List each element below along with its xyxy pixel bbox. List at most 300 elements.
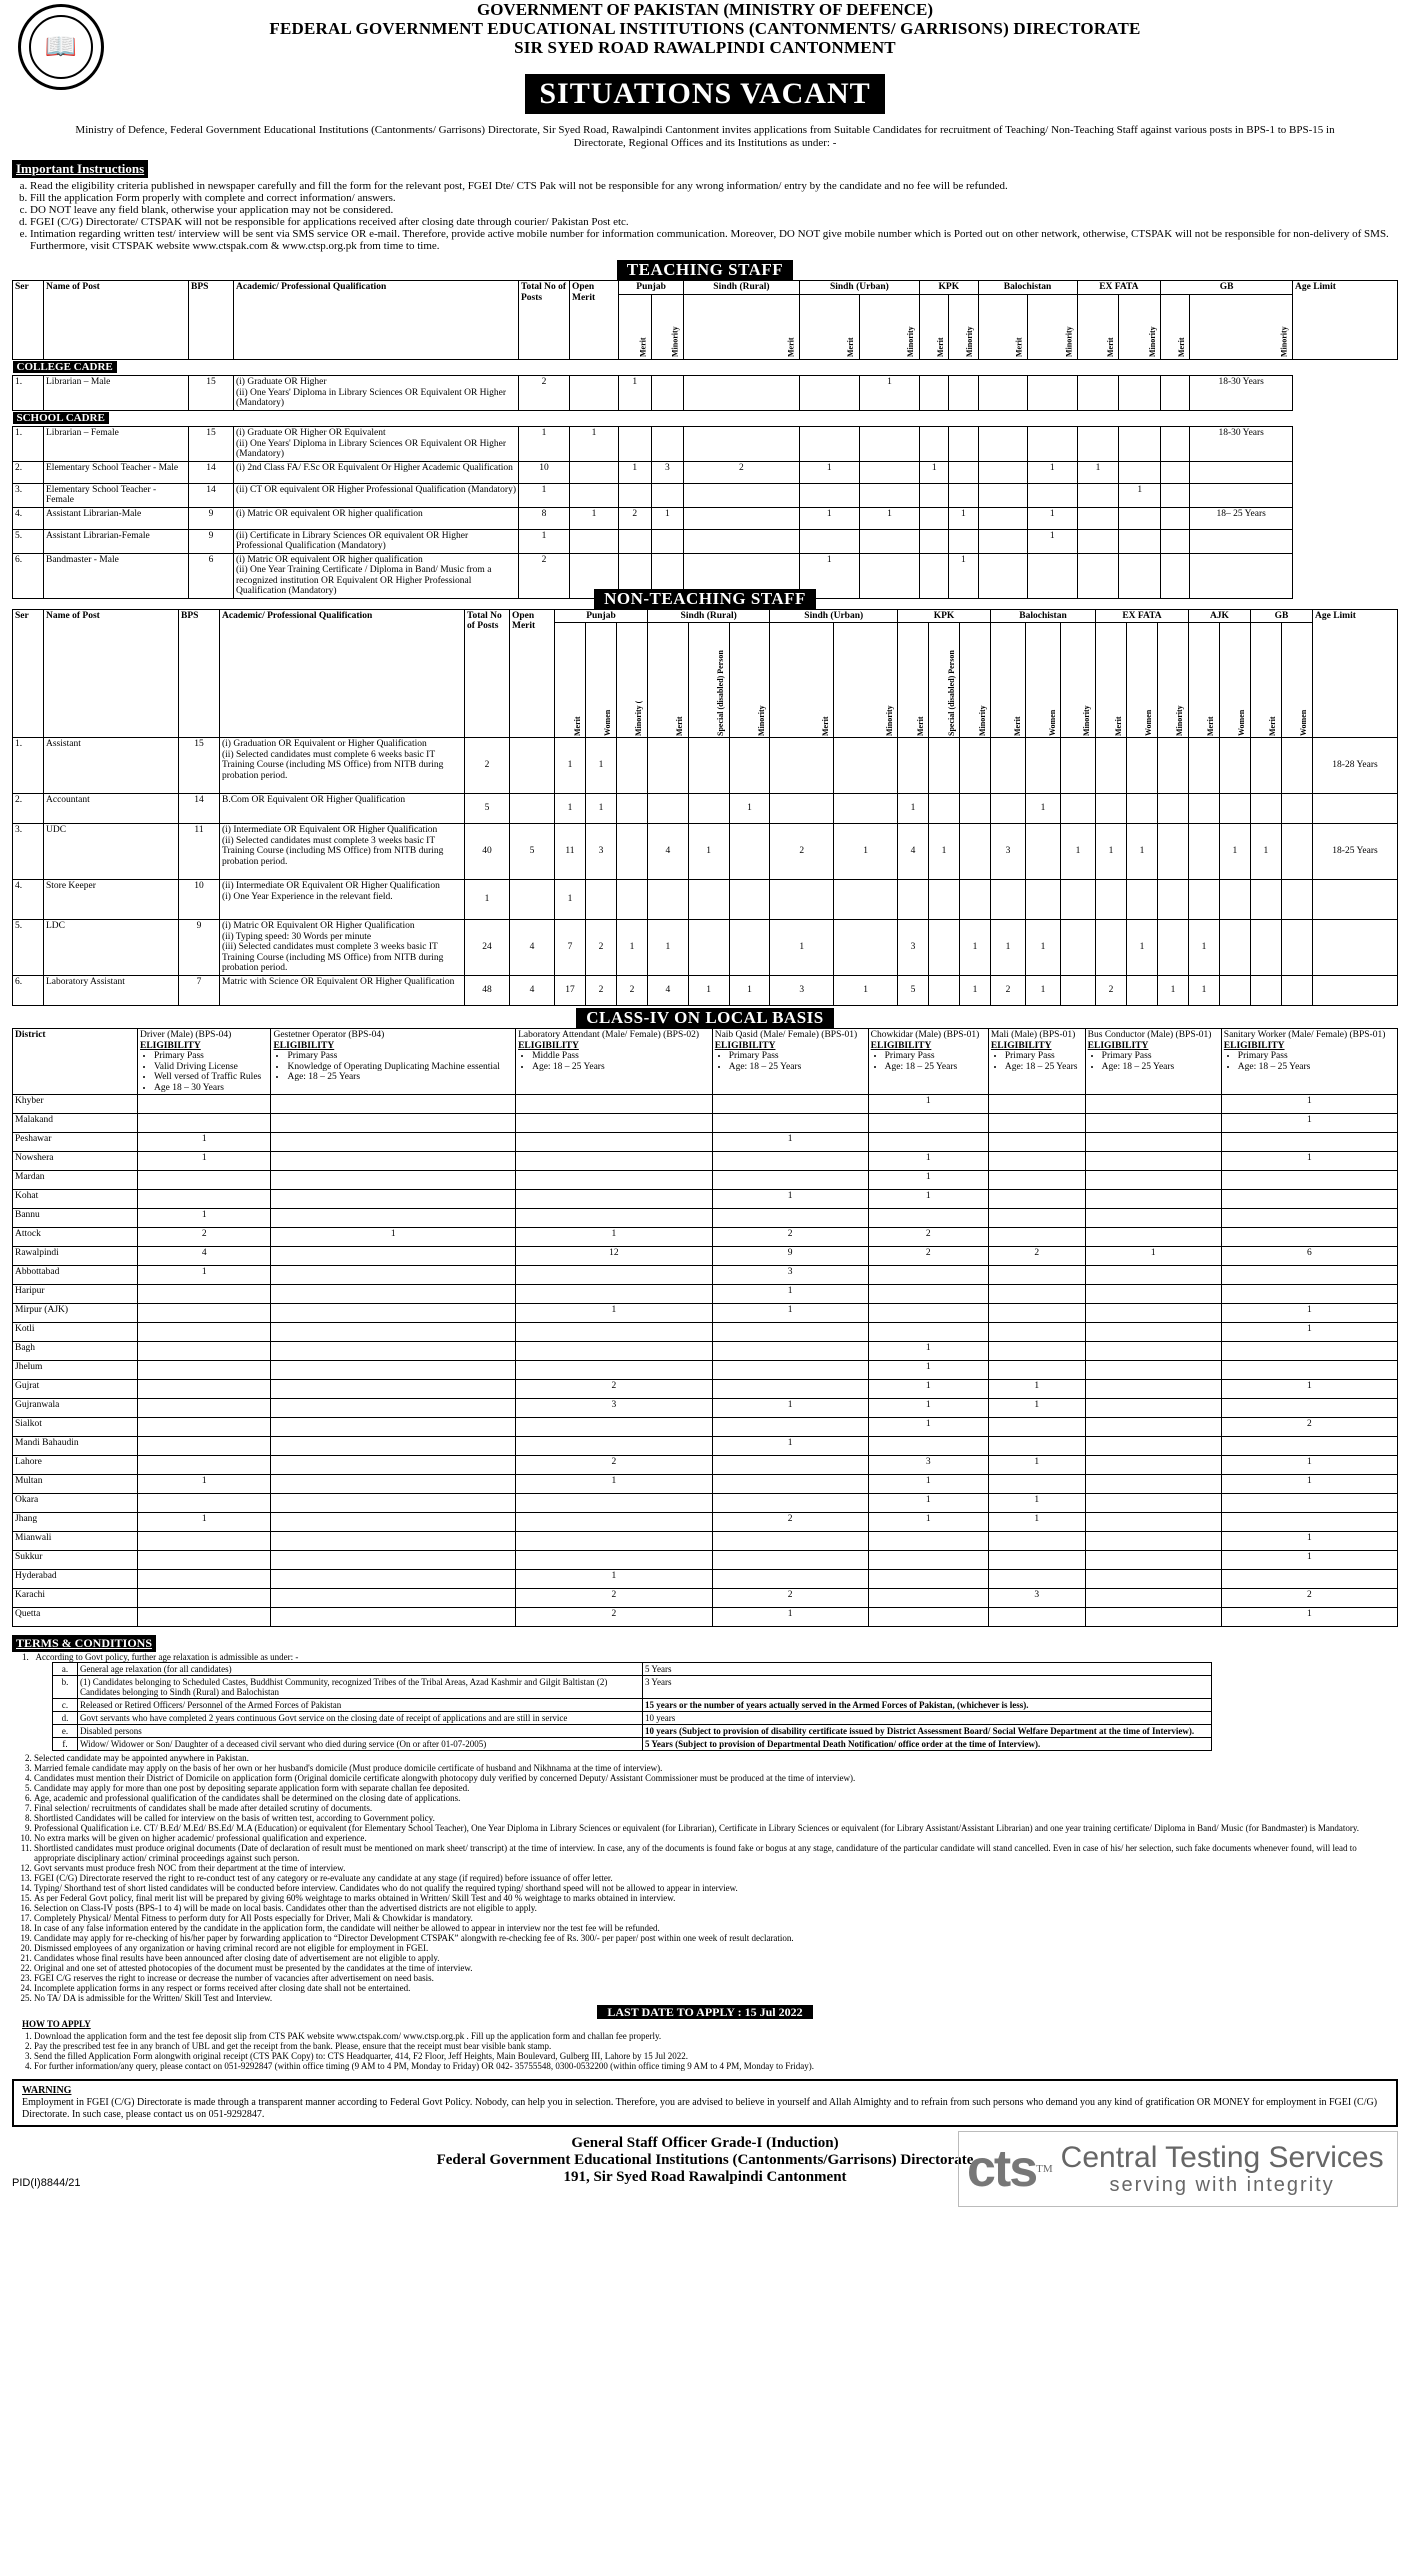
cell (1219, 880, 1250, 920)
subcol: Women (585, 623, 616, 738)
cell: 11 (179, 824, 220, 880)
cell (1060, 794, 1095, 824)
term-item: 20. Dismissed employees of any organization or having criminal record are not eligible for employment in FGEI. (34, 1943, 1398, 1953)
cell (978, 376, 1028, 411)
cell (271, 1095, 516, 1114)
cell (1221, 1494, 1397, 1513)
cell: 1 (585, 738, 616, 794)
cell: 1. (13, 376, 44, 411)
eligibility-label: ELIGIBILITY (518, 1040, 579, 1051)
instructions-title: Important Instructions (12, 160, 148, 178)
cell (1085, 1608, 1221, 1627)
cell (1221, 1228, 1397, 1247)
cell (1085, 1437, 1221, 1456)
cell (138, 1399, 271, 1418)
cell (271, 1247, 516, 1266)
qual-line: (i) 2nd Class FA/ F.Sc OR Equivalent Or Higher Academic Qualification (236, 462, 513, 473)
cell (712, 1114, 868, 1133)
cell: 1 (138, 1513, 271, 1532)
cell: 3 Years (643, 1676, 1212, 1699)
cell (271, 1551, 516, 1570)
cell (616, 738, 647, 794)
cell (1313, 976, 1398, 1006)
term-item: 6. Age, academic and professional qualification of the candidates shall be determined on the closing date of applications. (34, 1793, 1398, 1803)
cell (929, 920, 960, 976)
cell: 1 (712, 1304, 868, 1323)
cell: Jhelum (13, 1361, 138, 1380)
cell (271, 1304, 516, 1323)
qual-line: (ii) One Years' Diploma in Library Sciences OR Equivalent OR Higher (Mandatory) (236, 387, 507, 408)
cell: 9 (189, 507, 234, 529)
qual-cell (234, 507, 519, 529)
eligibility-item: • Primary Pass (1005, 1051, 1083, 1062)
cell (1026, 738, 1061, 794)
school-cadre-label: SCHOOL CADRE (13, 412, 109, 424)
cell (1126, 794, 1157, 824)
cell (1221, 1266, 1397, 1285)
cts-name: Central Testing Services (1060, 2140, 1384, 2174)
cell: 1 (834, 824, 898, 880)
cell: Attock (13, 1228, 138, 1247)
intro-text: Ministry of Defence, Federal Government Educational Institutions (Cantonments/ Garrisons) Directorate, Sir Syed Road, Rawalpindi Cantonment invites applications from Suitable Candidates for recruitment of Teaching/ Non-Teaching Staff against various posts in BPS-1 to BPS-15 in Directorate, Regional Offices and its Institutions as under: - (75, 124, 1335, 149)
cell (138, 1114, 271, 1133)
eligibility-item: • Primary Pass (885, 1051, 986, 1062)
instruction-item: d. FGEI (C/G) Directorate/ CTSPAK will not be responsible for applications received after closing date through courier/ Pakistan Post etc. (30, 216, 1398, 228)
subcol: Minority ( (616, 623, 647, 738)
instruction-item: e. Intimation regarding written test/ interview will be sent via SMS service OR e-mail. Therefore, provide active mobile number for information communication. Moreover, DO NOT give mobile number which is Ported out on other network, otherwise, CTSPAK will not be responsible for non-delivery of SMS. Furthermore, visit CTSPAK website www.ctspak.com & www.ctsp.org.pk from time to time. (30, 228, 1398, 252)
cell (1188, 880, 1219, 920)
term-item: 21. Candidates whose final results have been announced after closing date of advertisement are not eligible to apply. (34, 1953, 1398, 1963)
cell (1085, 1285, 1221, 1304)
subcol: Women (1281, 623, 1312, 738)
cell (988, 1171, 1085, 1190)
cell (138, 1570, 271, 1589)
cell: 4 (647, 824, 688, 880)
cell (1221, 1209, 1397, 1228)
cell: 2 (516, 1456, 713, 1475)
cell: 1 (1060, 824, 1095, 880)
cell: 1 (1221, 1475, 1397, 1494)
col-qual: Academic/ Professional Qualification (220, 609, 465, 738)
cell (688, 880, 729, 920)
cell (1028, 427, 1078, 462)
instruction-item: a. Read the eligibility criteria published in newspaper carefully and fill the form for the relevant post, FGEI Dte/ CTS Pak will not be responsible for any wrong information/ entry by the candidate and no fee will be refunded. (30, 180, 1398, 192)
cell: Mardan (13, 1171, 138, 1190)
subcol: Special (disabled) Person (929, 623, 960, 738)
cell: 1 (570, 427, 619, 462)
cell: Disabled persons (78, 1725, 643, 1738)
cell: 1 (868, 1494, 988, 1513)
cell (729, 880, 770, 920)
cell: 1 (868, 1475, 988, 1494)
subcol: Minority (1157, 623, 1188, 738)
cell (619, 427, 652, 462)
cell (684, 507, 799, 529)
cell (1026, 824, 1061, 880)
cell: 8 (519, 507, 570, 529)
qual-line: (i) Intermediate OR Equivalent OR Higher Qualification (222, 825, 438, 835)
cell (1250, 880, 1281, 920)
eligibility-label: ELIGIBILITY (273, 1040, 335, 1051)
cell: 3 (516, 1399, 713, 1418)
cell (1219, 794, 1250, 824)
cell (516, 1114, 713, 1133)
post-header (868, 1029, 988, 1095)
book-icon: 📖 (29, 15, 93, 79)
cell: Kohat (13, 1190, 138, 1209)
cell (1028, 376, 1078, 411)
col-exfata: EX FATA (1077, 281, 1161, 295)
cell: 2. (13, 794, 44, 824)
cell (619, 483, 652, 507)
subcol: Merit (555, 623, 586, 738)
cell: Khyber (13, 1095, 138, 1114)
col-age: Age Limit (1293, 281, 1398, 360)
cell: 18– 25 Years (1190, 507, 1293, 529)
cell: 1 (1077, 461, 1119, 483)
term-item: 23. FGEI C/G reserves the right to increase or decrease the number of vacancies after advertisement on need basis. (34, 1973, 1398, 1983)
cell (684, 427, 799, 462)
cell: 12 (516, 1247, 713, 1266)
cell (1188, 824, 1219, 880)
cell: Bannu (13, 1209, 138, 1228)
cell: 1 (516, 1570, 713, 1589)
eligibility-item: • Primary Pass (287, 1051, 513, 1062)
cell (1119, 427, 1161, 462)
term-item: 19. Candidate may apply for re-checking of his/her paper by forwarding application to “Director Development CTSPAK” alongwith re-checking fee of Rs. 300/- per paper/ post within one week of result declaration. (34, 1933, 1398, 1943)
cell (516, 1133, 713, 1152)
cell (616, 824, 647, 880)
cell (991, 880, 1026, 920)
cell (1313, 920, 1398, 976)
eligibility-item: • Age: 18 – 25 Years (1238, 1062, 1395, 1073)
cell (988, 1475, 1085, 1494)
cell: 1 (1026, 920, 1061, 976)
cell (510, 880, 555, 920)
cell: 4 (138, 1247, 271, 1266)
cell (138, 1418, 271, 1437)
term-item: 4. Candidates must mention their District of Domicile on application form (Original domicile certificate alongwith photocopy duly verified by concerned Deputy/ Assistant Commissioner must be produced at the time of interview). (34, 1773, 1398, 1783)
cell (138, 1323, 271, 1342)
cell (516, 1266, 713, 1285)
footer-line2: Federal Government Educational Institutions (Cantonments/Garrisons) Directorate (436, 2152, 974, 2168)
cell (271, 1171, 516, 1190)
cell: 1 (516, 1228, 713, 1247)
cell: 1 (516, 1304, 713, 1323)
cell: 1 (688, 824, 729, 880)
cell (516, 1209, 713, 1228)
cell: 15 (189, 376, 234, 411)
cell (712, 1418, 868, 1437)
cell: 1 (712, 1399, 868, 1418)
cell (138, 1095, 271, 1114)
cell (920, 529, 949, 553)
cell (684, 376, 799, 411)
col-open: Open Merit (570, 281, 619, 360)
post-title: Driver (Male) (BPS-04) (140, 1030, 232, 1040)
cell (651, 376, 684, 411)
cell: 2 (1221, 1589, 1397, 1608)
cell: 1 (868, 1418, 988, 1437)
cell: 1 (859, 507, 919, 529)
cell (729, 738, 770, 794)
pid-number: PID(I)8844/21 (12, 2177, 81, 2189)
cell: Accountant (44, 794, 179, 824)
cell (1157, 824, 1188, 880)
nonteaching-table (12, 609, 1398, 1007)
cell (1119, 461, 1161, 483)
cell: 1 (949, 507, 978, 529)
cell: Assistant Librarian-Female (44, 529, 189, 553)
cell (868, 1266, 988, 1285)
cell: 17 (555, 976, 586, 1006)
cell: 2 (516, 1589, 713, 1608)
cell: Released or Retired Officers/ Personnel of the Armed Forces of Pakistan (78, 1699, 643, 1712)
cell (1221, 1285, 1397, 1304)
qual-line: (i) Graduate OR Higher OR Equivalent (236, 428, 386, 438)
cell (1221, 1171, 1397, 1190)
cell (1281, 738, 1312, 794)
cell: 1 (1221, 1095, 1397, 1114)
cell: 1 (138, 1209, 271, 1228)
cell: Elementary School Teacher - Male (44, 461, 189, 483)
cell: Quetta (13, 1608, 138, 1627)
cell (138, 1608, 271, 1627)
cell: 1 (138, 1133, 271, 1152)
eligibility-item: • Age: 18 – 25 Years (885, 1062, 986, 1073)
term-item: 11. Shortlisted candidates must produce original documents (Date of declaration of result must be mentioned on mark sheet/ transcript) at the time of interview. In case, any of the documents is found fake or bogus at any stage, candidature of the particular candidate will stand cancelled. Even in case of his/ her selection, such fake documents whenever found, will lead to appropriate disciplinary action/ criminal proceedings against such person. (34, 1843, 1398, 1863)
cell: 14 (179, 794, 220, 824)
cell: 1 (1221, 1456, 1397, 1475)
cell (138, 1437, 271, 1456)
cell (960, 880, 991, 920)
eligibility-label: ELIGIBILITY (140, 1040, 201, 1051)
cell: 1 (138, 1266, 271, 1285)
qual-cell (234, 461, 519, 483)
cell: 1 (799, 507, 859, 529)
cell (1221, 1437, 1397, 1456)
eligibility-label: ELIGIBILITY (1087, 1040, 1149, 1051)
cell (988, 1114, 1085, 1133)
subcol: Minority (1060, 623, 1095, 738)
cell: 5 (510, 824, 555, 880)
cell (1085, 1266, 1221, 1285)
cell (1190, 529, 1293, 553)
cell (988, 1209, 1085, 1228)
cell (1221, 1513, 1397, 1532)
cell (1085, 1551, 1221, 1570)
post-title: Sanitary Worker (Male/ Female) (BPS-01) (1223, 1030, 1386, 1040)
cell: Malakand (13, 1114, 138, 1133)
teaching-table (12, 280, 1398, 599)
eligibility-item: • Primary Pass (729, 1051, 866, 1062)
cell (271, 1475, 516, 1494)
cell (770, 880, 834, 920)
cell (271, 1323, 516, 1342)
cell (138, 1494, 271, 1513)
qual-line: (i) Matric OR equivalent OR higher qualification (236, 508, 423, 519)
class4-band: CLASS-IV ON LOCAL BASIS (576, 1008, 833, 1028)
cell (1221, 1570, 1397, 1589)
cell (991, 794, 1026, 824)
cell: 1 (712, 1437, 868, 1456)
cell (1161, 529, 1190, 553)
subcol-minority: Minority (1028, 294, 1078, 359)
col-punjab: Punjab (619, 281, 684, 295)
cell: 18-25 Years (1313, 824, 1398, 880)
header-line1: GOVERNMENT OF PAKISTAN (MINISTRY OF DEFENCE) (476, 0, 934, 19)
cell: 5 (898, 976, 929, 1006)
cell (1281, 824, 1312, 880)
cell (1060, 920, 1095, 976)
cell (271, 1589, 516, 1608)
cell (1077, 529, 1119, 553)
qual-line: (i) Matric OR Equivalent OR Higher Qualification (222, 921, 415, 931)
cell: 1 (712, 1608, 868, 1627)
cell (516, 1152, 713, 1171)
cell (834, 794, 898, 824)
qual-line: (ii) Intermediate OR Equivalent OR Higher Qualification (222, 881, 440, 891)
cell: 9 (179, 920, 220, 976)
cell (516, 1285, 713, 1304)
cell (1085, 1133, 1221, 1152)
cell (960, 824, 991, 880)
cell: 1 (516, 1475, 713, 1494)
cell (1077, 376, 1119, 411)
col-bps: BPS (179, 609, 220, 738)
cell: 18-30 Years (1190, 427, 1293, 462)
eligibility-item: • Primary Pass (154, 1051, 268, 1062)
cell (929, 880, 960, 920)
term-item: 2. Selected candidate may be appointed anywhere in Pakistan. (34, 1753, 1398, 1763)
cell (651, 529, 684, 553)
qual-line: (ii) Typing speed: 30 Words per minute (222, 931, 372, 942)
cell: 2 (712, 1513, 868, 1532)
cell (138, 1361, 271, 1380)
cell (712, 1551, 868, 1570)
cell: 3 (651, 461, 684, 483)
cell: 2 (1221, 1418, 1397, 1437)
cell: 2 (991, 976, 1026, 1006)
qual-line: (i) Graduation OR Equivalent or Higher Qualification (222, 739, 427, 749)
cell: 10 (179, 880, 220, 920)
cell: Kotli (13, 1323, 138, 1342)
cell (138, 1342, 271, 1361)
cell (799, 483, 859, 507)
subcol: Minority (960, 623, 991, 738)
cell: Lahore (13, 1456, 138, 1475)
cell: 1 (1126, 824, 1157, 880)
cell: 1 (834, 976, 898, 1006)
cell (988, 1342, 1085, 1361)
cell (1085, 1209, 1221, 1228)
cell (619, 529, 652, 553)
cell (859, 461, 919, 483)
cell (1085, 1513, 1221, 1532)
cell (1085, 1570, 1221, 1589)
cts-logo (958, 2131, 1398, 2207)
cell (988, 1323, 1085, 1342)
cell: Haripur (13, 1285, 138, 1304)
terms-first: According to Govt policy, further age relaxation is admissible as under: - (35, 1652, 299, 1662)
cell: Laboratory Assistant (44, 976, 179, 1006)
cell (834, 920, 898, 976)
cell (1313, 794, 1398, 824)
term-item: 8. Shortlisted Candidates will be called for interview on the basis of written test, according to Government policy. (34, 1813, 1398, 1823)
cell: Sukkur (13, 1551, 138, 1570)
cell (271, 1152, 516, 1171)
cell: 3 (988, 1589, 1085, 1608)
cell (834, 738, 898, 794)
cell: 1 (1126, 920, 1157, 976)
cell: LDC (44, 920, 179, 976)
subcol-merit: Merit (978, 294, 1028, 359)
cell (1188, 794, 1219, 824)
cell (868, 1570, 988, 1589)
cell (920, 507, 949, 529)
term-item: 16. Selection on Class-IV posts (BPS-1 to 4) will be made on local basis. Candidates other than the advertised districts are not eligible to apply. (34, 1903, 1398, 1913)
cell: 1 (688, 976, 729, 1006)
cell (799, 529, 859, 553)
cell: 1 (1119, 483, 1161, 507)
post-title: Laboratory Attendant (Male/ Female) (BPS-02) (518, 1030, 700, 1040)
cell (510, 738, 555, 794)
qual-cell (220, 824, 465, 880)
cell: 6. (13, 553, 44, 598)
cell: 1 (616, 920, 647, 976)
subcol: Special (disabled) Person (688, 623, 729, 738)
cell (271, 1190, 516, 1209)
cell: 4 (510, 920, 555, 976)
cell: 1. (13, 427, 44, 462)
cell (978, 427, 1028, 462)
cell: 1 (960, 976, 991, 1006)
cell: 48 (465, 976, 510, 1006)
cell: 3 (991, 824, 1026, 880)
cell (516, 1095, 713, 1114)
cell (1161, 376, 1190, 411)
cell (1085, 1095, 1221, 1114)
cell: 2 (585, 976, 616, 1006)
cell (616, 794, 647, 824)
cell: 2 (516, 1380, 713, 1399)
eligibility-item: • Knowledge of Operating Duplicating Machine essential (287, 1062, 513, 1073)
cell: 1 (729, 976, 770, 1006)
cell (868, 1551, 988, 1570)
term-item: 9. Professional Qualification i.e. CT/ B.Ed/ M.Ed/ BS.Ed/ M.A (Education) or equivalent (for Elementary School Teacher), One Year Diploma in Library Sciences or equivalent (for Librarian), Certificate in Library Sciences or equivalent (for Library Assistant/Assistant Librarian) and one year training certificate/ Diploma in Band/ Music (for Bandmaster) is Mandatory. (34, 1823, 1398, 1833)
footer-line3: 191, Sir Syed Road Rawalpindi Cantonment (563, 2169, 847, 2185)
cell: 2 (519, 553, 570, 598)
col-exfata: EX FATA (1096, 609, 1189, 623)
cell (1060, 738, 1095, 794)
col-ser: Ser (13, 281, 44, 360)
cell (271, 1532, 516, 1551)
advertisement-page (12, 0, 1398, 2205)
eligibility-item: • Primary Pass (1102, 1051, 1219, 1062)
term-item: 13. FGEI (C/G) Directorate reserved the right to re-conduct test of any category or re-evaluate any candidate at any stage (if required) before issuance of offer letter. (34, 1873, 1398, 1883)
cell: 1 (868, 1152, 988, 1171)
cell: 2 (712, 1228, 868, 1247)
subcol-merit: Merit (619, 294, 652, 359)
cell (1085, 1380, 1221, 1399)
cell: 4. (13, 880, 44, 920)
cell: 2 (868, 1228, 988, 1247)
cell (1161, 507, 1190, 529)
cell: 1 (619, 461, 652, 483)
cell: 1 (729, 794, 770, 824)
eligibility-item: • Age: 18 – 25 Years (287, 1072, 513, 1083)
cell: 3 (770, 976, 834, 1006)
